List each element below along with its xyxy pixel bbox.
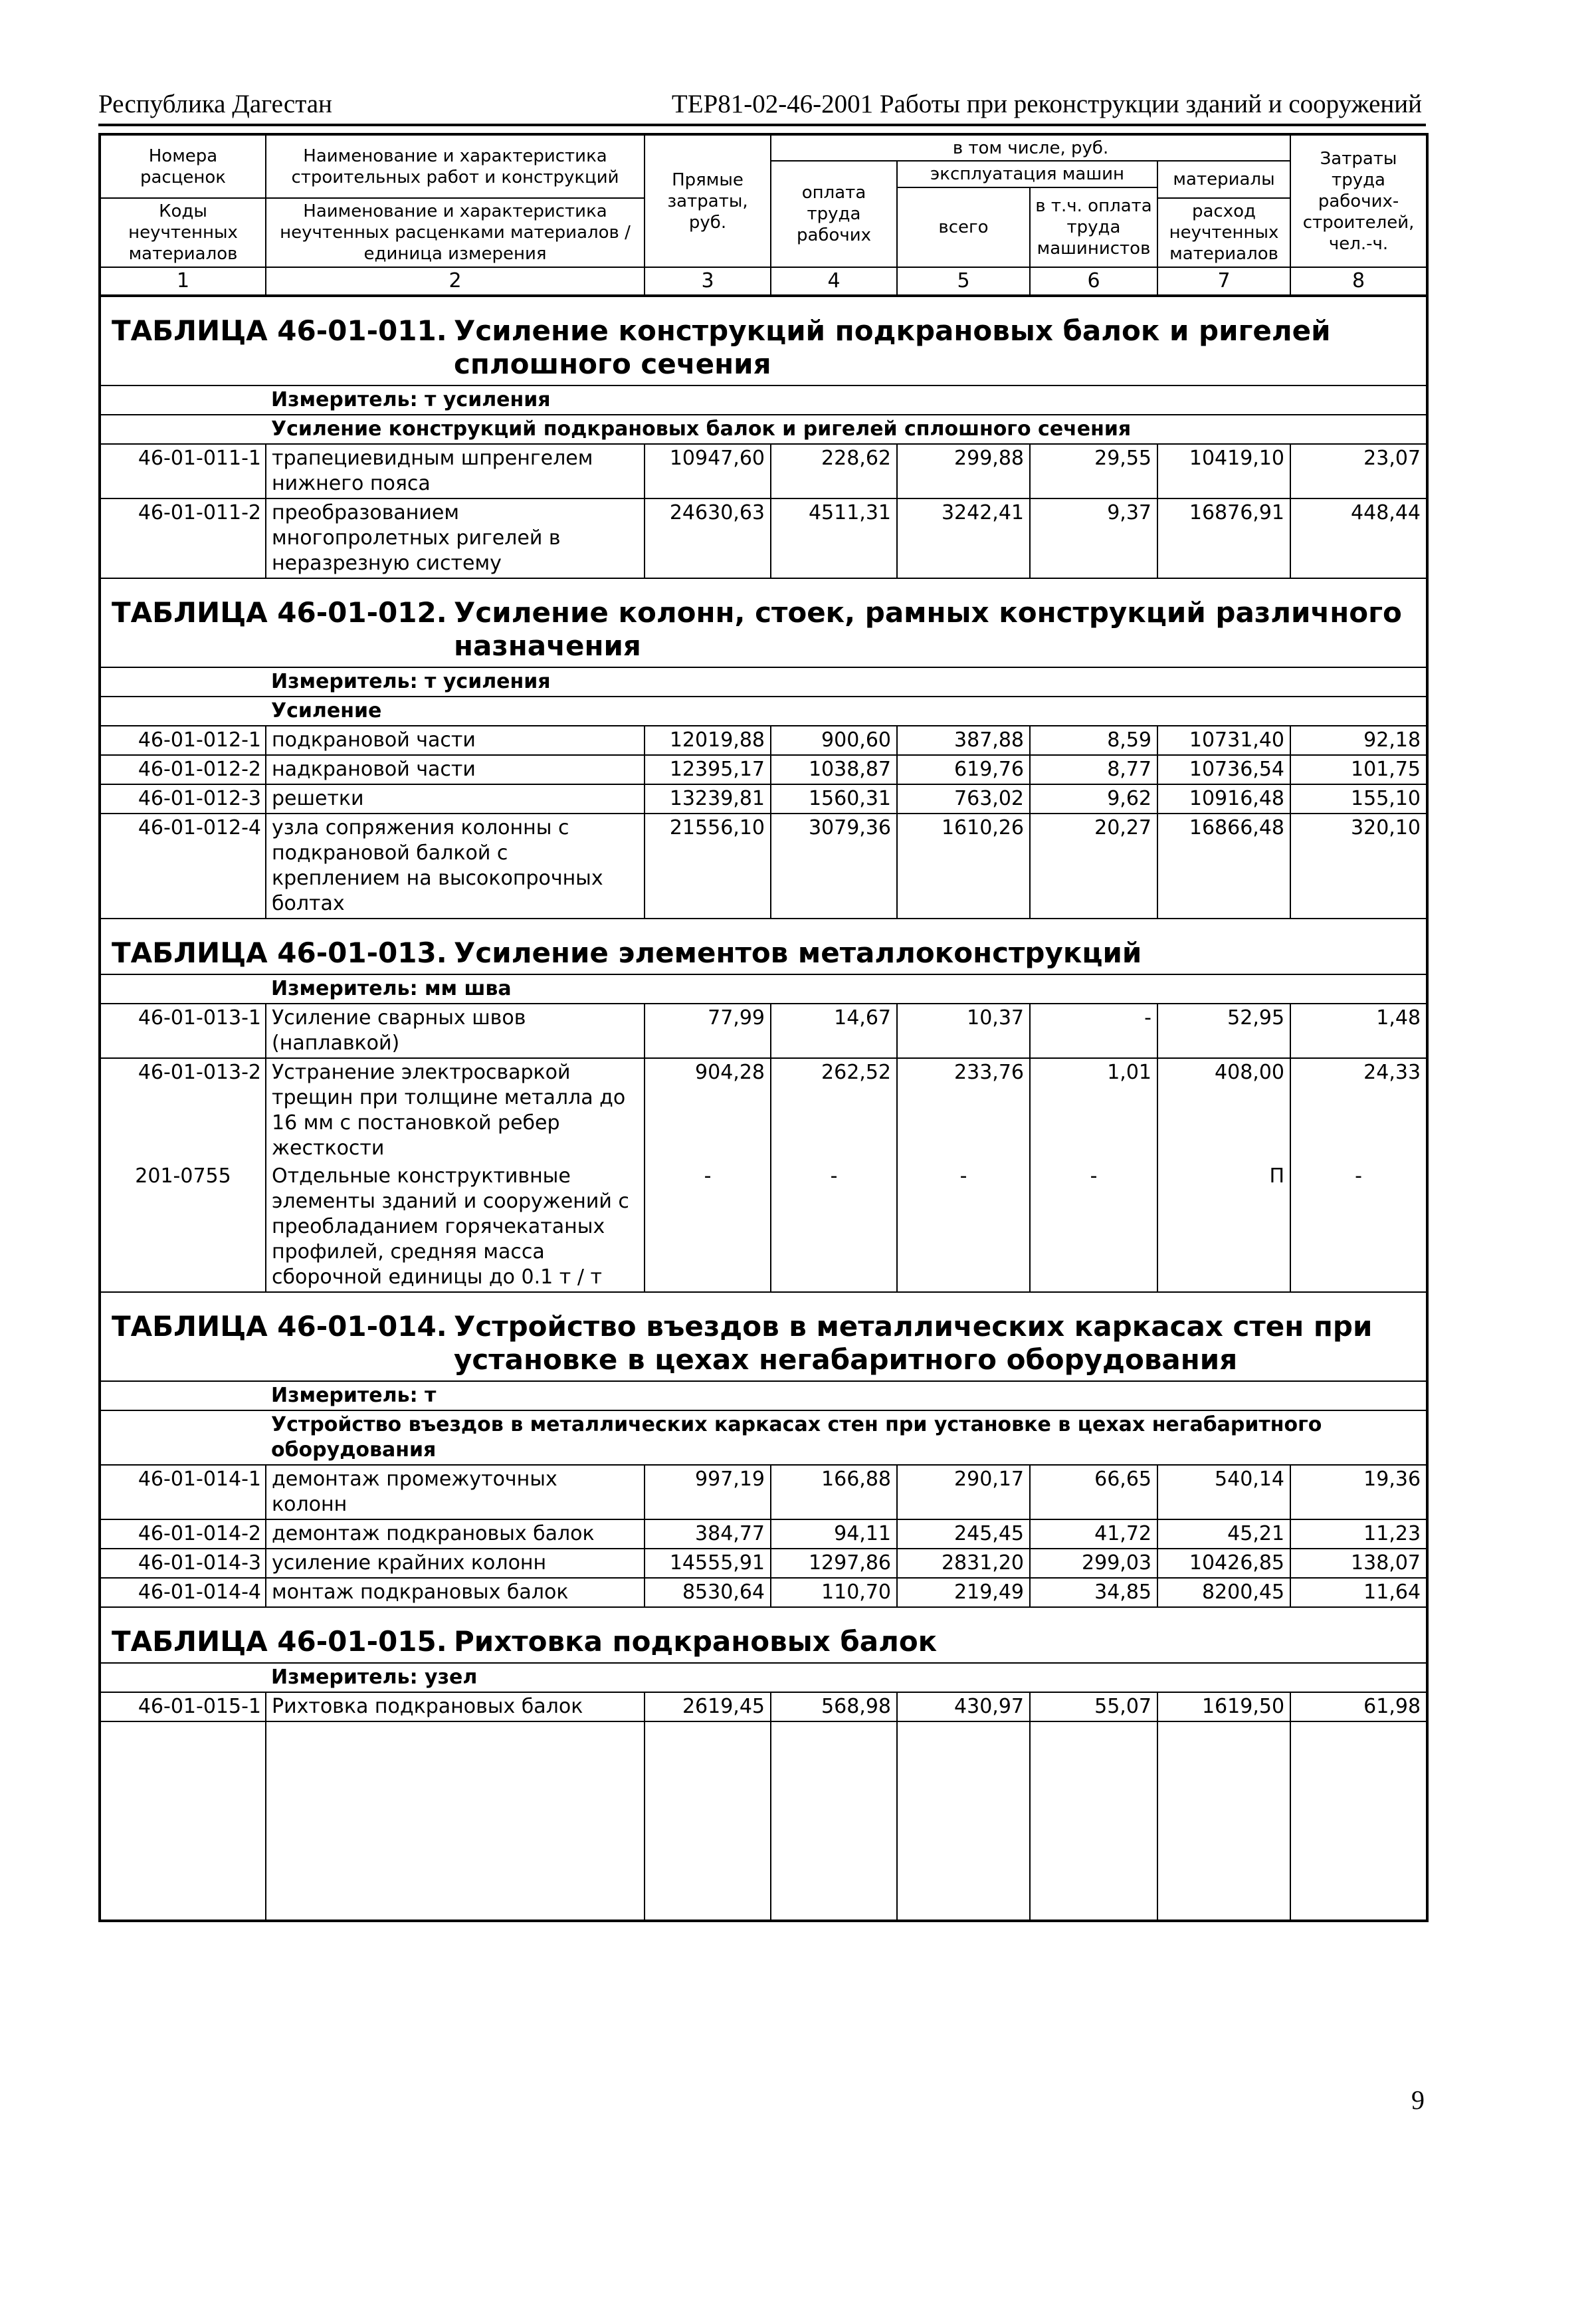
section-heading-row (100, 578, 1427, 667)
work-name: решетки (266, 784, 645, 814)
labor-hours: 19,36 (1290, 1465, 1427, 1519)
table-row (100, 1058, 1427, 1162)
col-header-unlisted-usage: расход неучтенных материалов (1157, 198, 1290, 267)
page-number: 9 (1411, 2085, 1425, 2115)
rate-code: 46-01-011-1 (100, 444, 266, 498)
machinist-pay: 9,37 (1030, 498, 1157, 578)
work-name: Усиление сварных швов (наплавкой) (266, 1004, 645, 1058)
machine-cost: 1610,26 (897, 814, 1030, 919)
material-cost: 45,21 (1157, 1519, 1290, 1549)
table-row (100, 1692, 1427, 1721)
machine-cost: 219,49 (897, 1578, 1030, 1607)
machinist-pay: 8,59 (1030, 726, 1157, 755)
work-name: надкрановой части (266, 755, 645, 784)
labor-hours: 24,33 (1290, 1058, 1427, 1162)
machine-cost: 290,17 (897, 1465, 1030, 1519)
rates-table (98, 133, 1429, 1922)
meter-row (100, 667, 1427, 697)
work-name: демонтаж промежуточных колонн (266, 1465, 645, 1519)
section-title: Усиление колонн, стоек, рамных конструкций различного назначения (454, 596, 1402, 662)
col-number: 7 (1157, 267, 1290, 296)
material-cost: 16876,91 (1157, 498, 1290, 578)
col-header-machinist-pay: в т.ч. оплата труда машинистов (1030, 187, 1157, 267)
material-usage: П (1157, 1162, 1290, 1292)
section-label: ТАБЛИЦА 46-01-012. (112, 596, 447, 629)
direct-cost: 12019,88 (645, 726, 771, 755)
subtitle-row (100, 1410, 1427, 1465)
section-meter: Измеритель: т усиления (266, 385, 1427, 415)
col-number: 5 (897, 267, 1030, 296)
col-header-rate-number: Номера расценок (100, 134, 266, 198)
section-label: ТАБЛИЦА 46-01-011. (112, 314, 447, 347)
meter-row (100, 1381, 1427, 1410)
subtitle-row (100, 697, 1427, 726)
labor-pay: 1297,86 (771, 1549, 897, 1578)
material-cost: 10419,10 (1157, 444, 1290, 498)
work-name: Рихтовка подкрановых балок (266, 1692, 645, 1721)
labor-pay: 14,67 (771, 1004, 897, 1058)
material-cost: 10426,85 (1157, 1549, 1290, 1578)
labor-pay: 4511,31 (771, 498, 897, 578)
rate-code: 46-01-013-1 (100, 1004, 266, 1058)
machinist-pay: 34,85 (1030, 1578, 1157, 1607)
subtitle-row (100, 415, 1427, 444)
table-row (100, 755, 1427, 784)
labor-pay: 900,60 (771, 726, 897, 755)
header-document-title: ТЕР81-02-46-2001 Работы при реконструкции зданий и сооружений (671, 90, 1422, 118)
machinist-pay: 299,03 (1030, 1549, 1157, 1578)
rate-code: 46-01-012-2 (100, 755, 266, 784)
table-row (100, 498, 1427, 578)
direct-cost: 2619,45 (645, 1692, 771, 1721)
machinist-pay: 55,07 (1030, 1692, 1157, 1721)
col-header-work-name: Наименование и характеристика строительных работ и конструкций (266, 134, 645, 198)
col-number: 6 (1030, 267, 1157, 296)
machinist-pay: 20,27 (1030, 814, 1157, 919)
machine-cost: 3242,41 (897, 498, 1030, 578)
section-label: ТАБЛИЦА 46-01-013. (112, 936, 447, 969)
machinist-pay: 66,65 (1030, 1465, 1157, 1519)
rate-code: 46-01-013-2 (100, 1058, 266, 1162)
machinist-pay: 41,72 (1030, 1519, 1157, 1549)
work-name: усиление крайних колонн (266, 1549, 645, 1578)
section-label: ТАБЛИЦА 46-01-015. (112, 1625, 447, 1658)
col-number: 2 (266, 267, 645, 296)
col-header-labor-costs: Затраты труда рабочих-строителей, чел.-ч. (1290, 134, 1427, 267)
machine-cost: 430,97 (897, 1692, 1030, 1721)
material-cost: 10916,48 (1157, 784, 1290, 814)
labor-pay: 1038,87 (771, 755, 897, 784)
labor-pay: 166,88 (771, 1465, 897, 1519)
rate-code: 46-01-012-3 (100, 784, 266, 814)
col-number: 1 (100, 267, 266, 296)
col-number: 8 (1290, 267, 1427, 296)
direct-cost: 904,28 (645, 1058, 771, 1162)
machine-cost: 619,76 (897, 755, 1030, 784)
machine-cost: 10,37 (897, 1004, 1030, 1058)
col-number: 3 (645, 267, 771, 296)
material-cost: 10736,54 (1157, 755, 1290, 784)
section-subtitle: Устройство въездов в металлических каркасах стен при установке в цехах негабаритного оборудования (266, 1410, 1427, 1465)
labor-hours: - (1290, 1162, 1427, 1292)
col-header-labor-pay: оплата труда рабочих (771, 161, 897, 267)
table-row (100, 1549, 1427, 1578)
rate-code: 46-01-014-4 (100, 1578, 266, 1607)
machine-cost: 299,88 (897, 444, 1030, 498)
labor-hours: 155,10 (1290, 784, 1427, 814)
material-cost: 1619,50 (1157, 1692, 1290, 1721)
header-rule (98, 124, 1426, 126)
table-row (100, 814, 1427, 919)
material-name: Отдельные конструктивные элементы зданий и сооружений с преобладанием горячекатаных профилей, средняя масса сборочной единицы до 0.1 т / т (266, 1162, 645, 1292)
material-code: 201-0755 (100, 1162, 266, 1292)
section-title: Усиление элементов металлоконструкций (454, 936, 1142, 969)
section-title: Устройство въездов в металлических каркасах стен при установке в цехах негабаритного оборудования (454, 1310, 1373, 1376)
col-header-materials: материалы (1157, 161, 1290, 198)
direct-cost: - (645, 1162, 771, 1292)
col-number: 4 (771, 267, 897, 296)
meter-row (100, 974, 1427, 1004)
col-header-including: в том числе, руб. (771, 134, 1290, 161)
direct-cost: 14555,91 (645, 1549, 771, 1578)
section-meter: Измеритель: т (266, 1381, 1427, 1410)
section-heading-row (100, 1607, 1427, 1663)
direct-cost: 10947,60 (645, 444, 771, 498)
table-row (100, 444, 1427, 498)
labor-pay: - (771, 1162, 897, 1292)
machine-cost: 245,45 (897, 1519, 1030, 1549)
col-header-direct-costs: Прямые затраты, руб. (645, 134, 771, 267)
work-name: подкрановой части (266, 726, 645, 755)
work-name: трапециевидным шпренгелем нижнего пояса (266, 444, 645, 498)
table-row (100, 1519, 1427, 1549)
labor-hours: 448,44 (1290, 498, 1427, 578)
direct-cost: 21556,10 (645, 814, 771, 919)
section-heading-row (100, 1292, 1427, 1381)
meter-row (100, 385, 1427, 415)
section-heading-row (100, 296, 1427, 385)
material-cost: 16866,48 (1157, 814, 1290, 919)
material-cost: 540,14 (1157, 1465, 1290, 1519)
table-header (100, 134, 1427, 296)
table-row (100, 784, 1427, 814)
direct-cost: 77,99 (645, 1004, 771, 1058)
labor-pay: 3079,36 (771, 814, 897, 919)
rate-code: 46-01-014-3 (100, 1549, 266, 1578)
labor-pay: 228,62 (771, 444, 897, 498)
section-title: Рихтовка подкрановых балок (454, 1625, 938, 1658)
column-numbers-row (100, 267, 1427, 296)
col-header-machine-ops: эксплуатация машин (897, 161, 1157, 187)
machinist-pay: - (1030, 1162, 1157, 1292)
machinist-pay: - (1030, 1004, 1157, 1058)
labor-hours: 61,98 (1290, 1692, 1427, 1721)
section-meter: Измеритель: узел (266, 1663, 1427, 1692)
rate-code: 46-01-014-1 (100, 1465, 266, 1519)
work-name: Устранение электросваркой трещин при толщине металла до 16 мм с постановкой ребер жесткости (266, 1058, 645, 1162)
direct-cost: 8530,64 (645, 1578, 771, 1607)
table-row (100, 1162, 1427, 1292)
section-subtitle: Усиление конструкций подкрановых балок и ригелей сплошного сечения (266, 415, 1427, 444)
work-name: монтаж подкрановых балок (266, 1578, 645, 1607)
section-title: Усиление конструкций подкрановых балок и ригелей сплошного сечения (454, 314, 1331, 380)
machine-cost: 2831,20 (897, 1549, 1030, 1578)
material-cost: 408,00 (1157, 1058, 1290, 1162)
section-meter: Измеритель: мм шва (266, 974, 1427, 1004)
col-header-machine-total: всего (897, 187, 1030, 267)
direct-cost: 384,77 (645, 1519, 771, 1549)
machine-cost: 387,88 (897, 726, 1030, 755)
labor-hours: 11,23 (1290, 1519, 1427, 1549)
direct-cost: 13239,81 (645, 784, 771, 814)
work-name: преобразованием многопролетных ригелей в неразрезную систему (266, 498, 645, 578)
machinist-pay: 1,01 (1030, 1058, 1157, 1162)
labor-hours: 23,07 (1290, 444, 1427, 498)
labor-pay: 94,11 (771, 1519, 897, 1549)
direct-cost: 24630,63 (645, 498, 771, 578)
machine-cost: - (897, 1162, 1030, 1292)
labor-pay: 262,52 (771, 1058, 897, 1162)
labor-hours: 1,48 (1290, 1004, 1427, 1058)
work-name: узла сопряжения колонны с подкрановой балкой с креплением на высокопрочных болтах (266, 814, 645, 919)
labor-pay: 110,70 (771, 1578, 897, 1607)
direct-cost: 12395,17 (645, 755, 771, 784)
rate-code: 46-01-011-2 (100, 498, 266, 578)
table-row (100, 1004, 1427, 1058)
table-row (100, 1578, 1427, 1607)
table-row (100, 1465, 1427, 1519)
empty-filler-row (100, 1721, 1427, 1921)
direct-cost: 997,19 (645, 1465, 771, 1519)
table-row (100, 726, 1427, 755)
rate-code: 46-01-012-1 (100, 726, 266, 755)
col-header-material-name: Наименование и характеристика неучтенных расценками материалов / единица измерения (266, 198, 645, 267)
section-heading-row (100, 919, 1427, 974)
labor-pay: 1560,31 (771, 784, 897, 814)
header-region: Республика Дагестан (98, 90, 332, 118)
labor-hours: 138,07 (1290, 1549, 1427, 1578)
labor-hours: 11,64 (1290, 1578, 1427, 1607)
col-header-unlisted-codes: Коды неучтенных материалов (100, 198, 266, 267)
material-cost: 52,95 (1157, 1004, 1290, 1058)
rate-code: 46-01-012-4 (100, 814, 266, 919)
rate-code: 46-01-014-2 (100, 1519, 266, 1549)
section-subtitle: Усиление (266, 697, 1427, 726)
meter-row (100, 1663, 1427, 1692)
section-meter: Измеритель: т усиления (266, 667, 1427, 697)
machinist-pay: 8,77 (1030, 755, 1157, 784)
material-cost: 8200,45 (1157, 1578, 1290, 1607)
section-label: ТАБЛИЦА 46-01-014. (112, 1310, 447, 1343)
labor-pay: 568,98 (771, 1692, 897, 1721)
labor-hours: 101,75 (1290, 755, 1427, 784)
rate-code: 46-01-015-1 (100, 1692, 266, 1721)
machinist-pay: 29,55 (1030, 444, 1157, 498)
labor-hours: 92,18 (1290, 726, 1427, 755)
material-cost: 10731,40 (1157, 726, 1290, 755)
machinist-pay: 9,62 (1030, 784, 1157, 814)
work-name: демонтаж подкрановых балок (266, 1519, 645, 1549)
labor-hours: 320,10 (1290, 814, 1427, 919)
machine-cost: 763,02 (897, 784, 1030, 814)
machine-cost: 233,76 (897, 1058, 1030, 1162)
